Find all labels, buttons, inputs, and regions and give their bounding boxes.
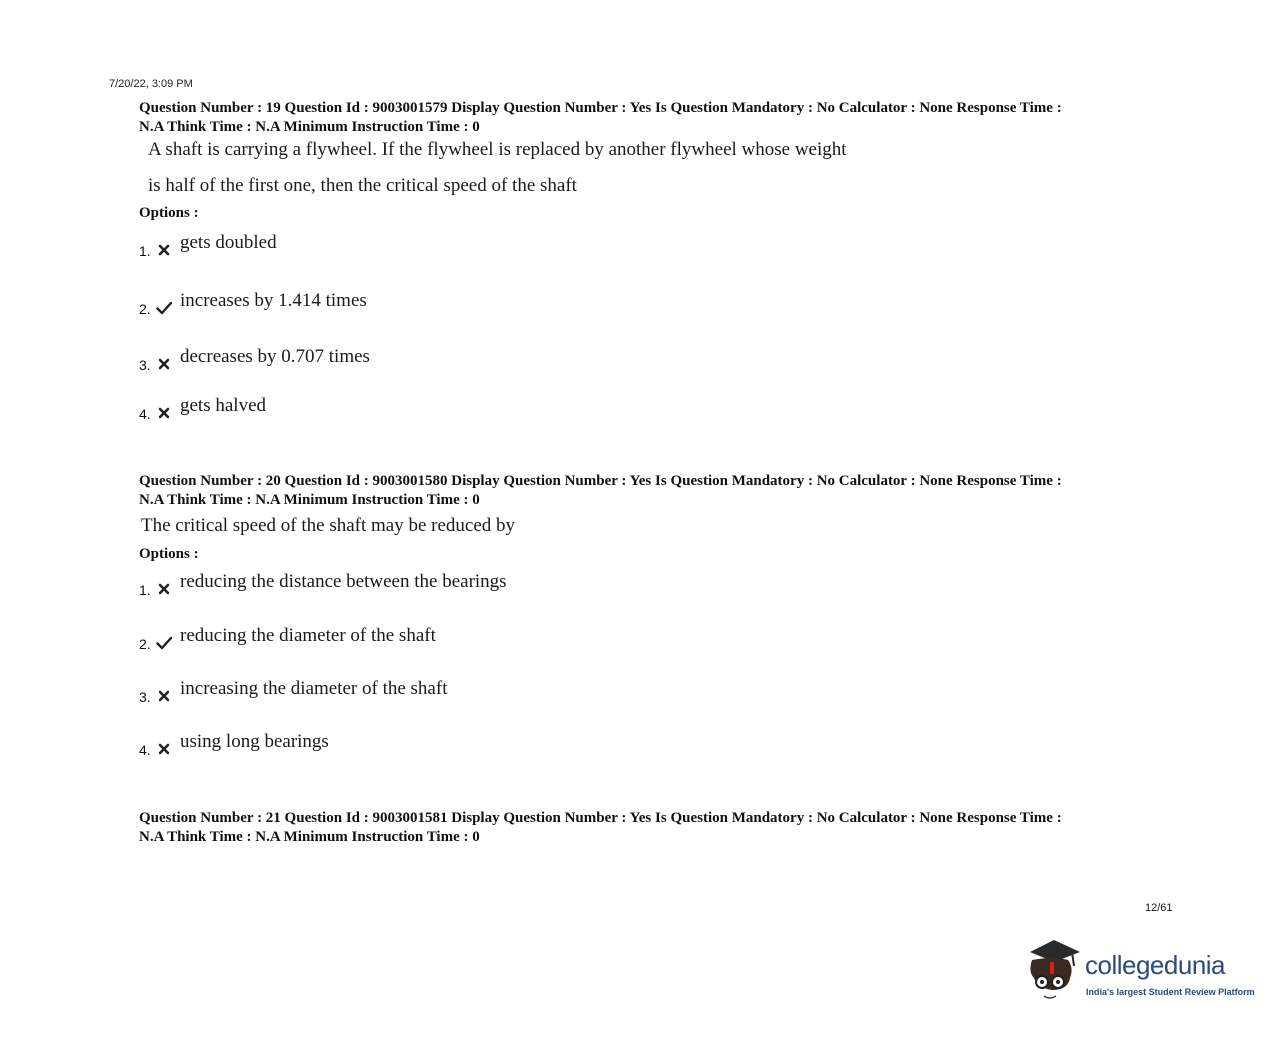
mascot-icon [1024, 938, 1084, 1008]
options-label: Options : [139, 546, 199, 562]
logo-tagline: India's largest Student Review Platform [1086, 987, 1255, 997]
option-text: increasing the diameter of the shaft [180, 678, 448, 699]
option-text: reducing the diameter of the shaft [180, 625, 436, 646]
option-number: 2. [139, 636, 151, 652]
option-text: decreases by 0.707 times [180, 346, 370, 367]
option-text: reducing the distance between the bearings [180, 571, 507, 592]
option-number: 1. [139, 582, 151, 598]
question-block-20 [139, 472, 1169, 772]
check-icon [156, 636, 172, 650]
question-meta: Question Number : 21 Question Id : 9003001581 Display Question Number : Yes Is Question Mandatory : No Calculator : None Response Time : [139, 810, 1062, 826]
page-number: 12/61 [1145, 902, 1173, 914]
question-block-19 [139, 99, 1169, 429]
option-text: gets doubled [180, 232, 277, 253]
question-text: is half of the first one, then the critical speed of the shaft [148, 175, 577, 196]
option-text: increases by 1.414 times [180, 290, 367, 311]
option-number: 4. [139, 742, 151, 758]
cross-icon [156, 689, 172, 703]
question-block-21 [139, 809, 1169, 849]
check-icon [156, 301, 172, 315]
option-number: 3. [139, 689, 151, 705]
option-number: 4. [139, 406, 151, 422]
question-meta: Question Number : 20 Question Id : 9003001580 Display Question Number : Yes Is Question Mandatory : No Calculator : None Response Time : [139, 473, 1062, 489]
collegedunia-logo[interactable] [1024, 938, 1264, 1008]
question-text: A shaft is carrying a flywheel. If the flywheel is replaced by another flywheel whose weight [148, 139, 847, 160]
options-label: Options : [139, 205, 199, 221]
cross-icon [156, 243, 172, 257]
option-text: gets halved [180, 395, 267, 416]
cross-icon [156, 582, 172, 596]
option-number: 2. [139, 301, 151, 317]
question-meta: N.A Think Time : N.A Minimum Instruction Time : 0 [139, 119, 480, 135]
cross-icon [156, 406, 172, 420]
cross-icon [156, 742, 172, 756]
option-text: using long bearings [180, 731, 329, 752]
question-meta: N.A Think Time : N.A Minimum Instruction Time : 0 [139, 829, 480, 845]
option-number: 3. [139, 357, 151, 373]
question-meta: N.A Think Time : N.A Minimum Instruction Time : 0 [139, 492, 480, 508]
question-text: The critical speed of the shaft may be reduced by [141, 515, 516, 536]
logo-wordmark: collegedunia [1085, 950, 1226, 980]
option-number: 1. [139, 243, 151, 259]
cross-icon [156, 357, 172, 371]
print-timestamp: 7/20/22, 3:09 PM [109, 78, 193, 90]
question-meta: Question Number : 19 Question Id : 9003001579 Display Question Number : Yes Is Question Mandatory : No Calculator : None Response Time : [139, 100, 1062, 116]
